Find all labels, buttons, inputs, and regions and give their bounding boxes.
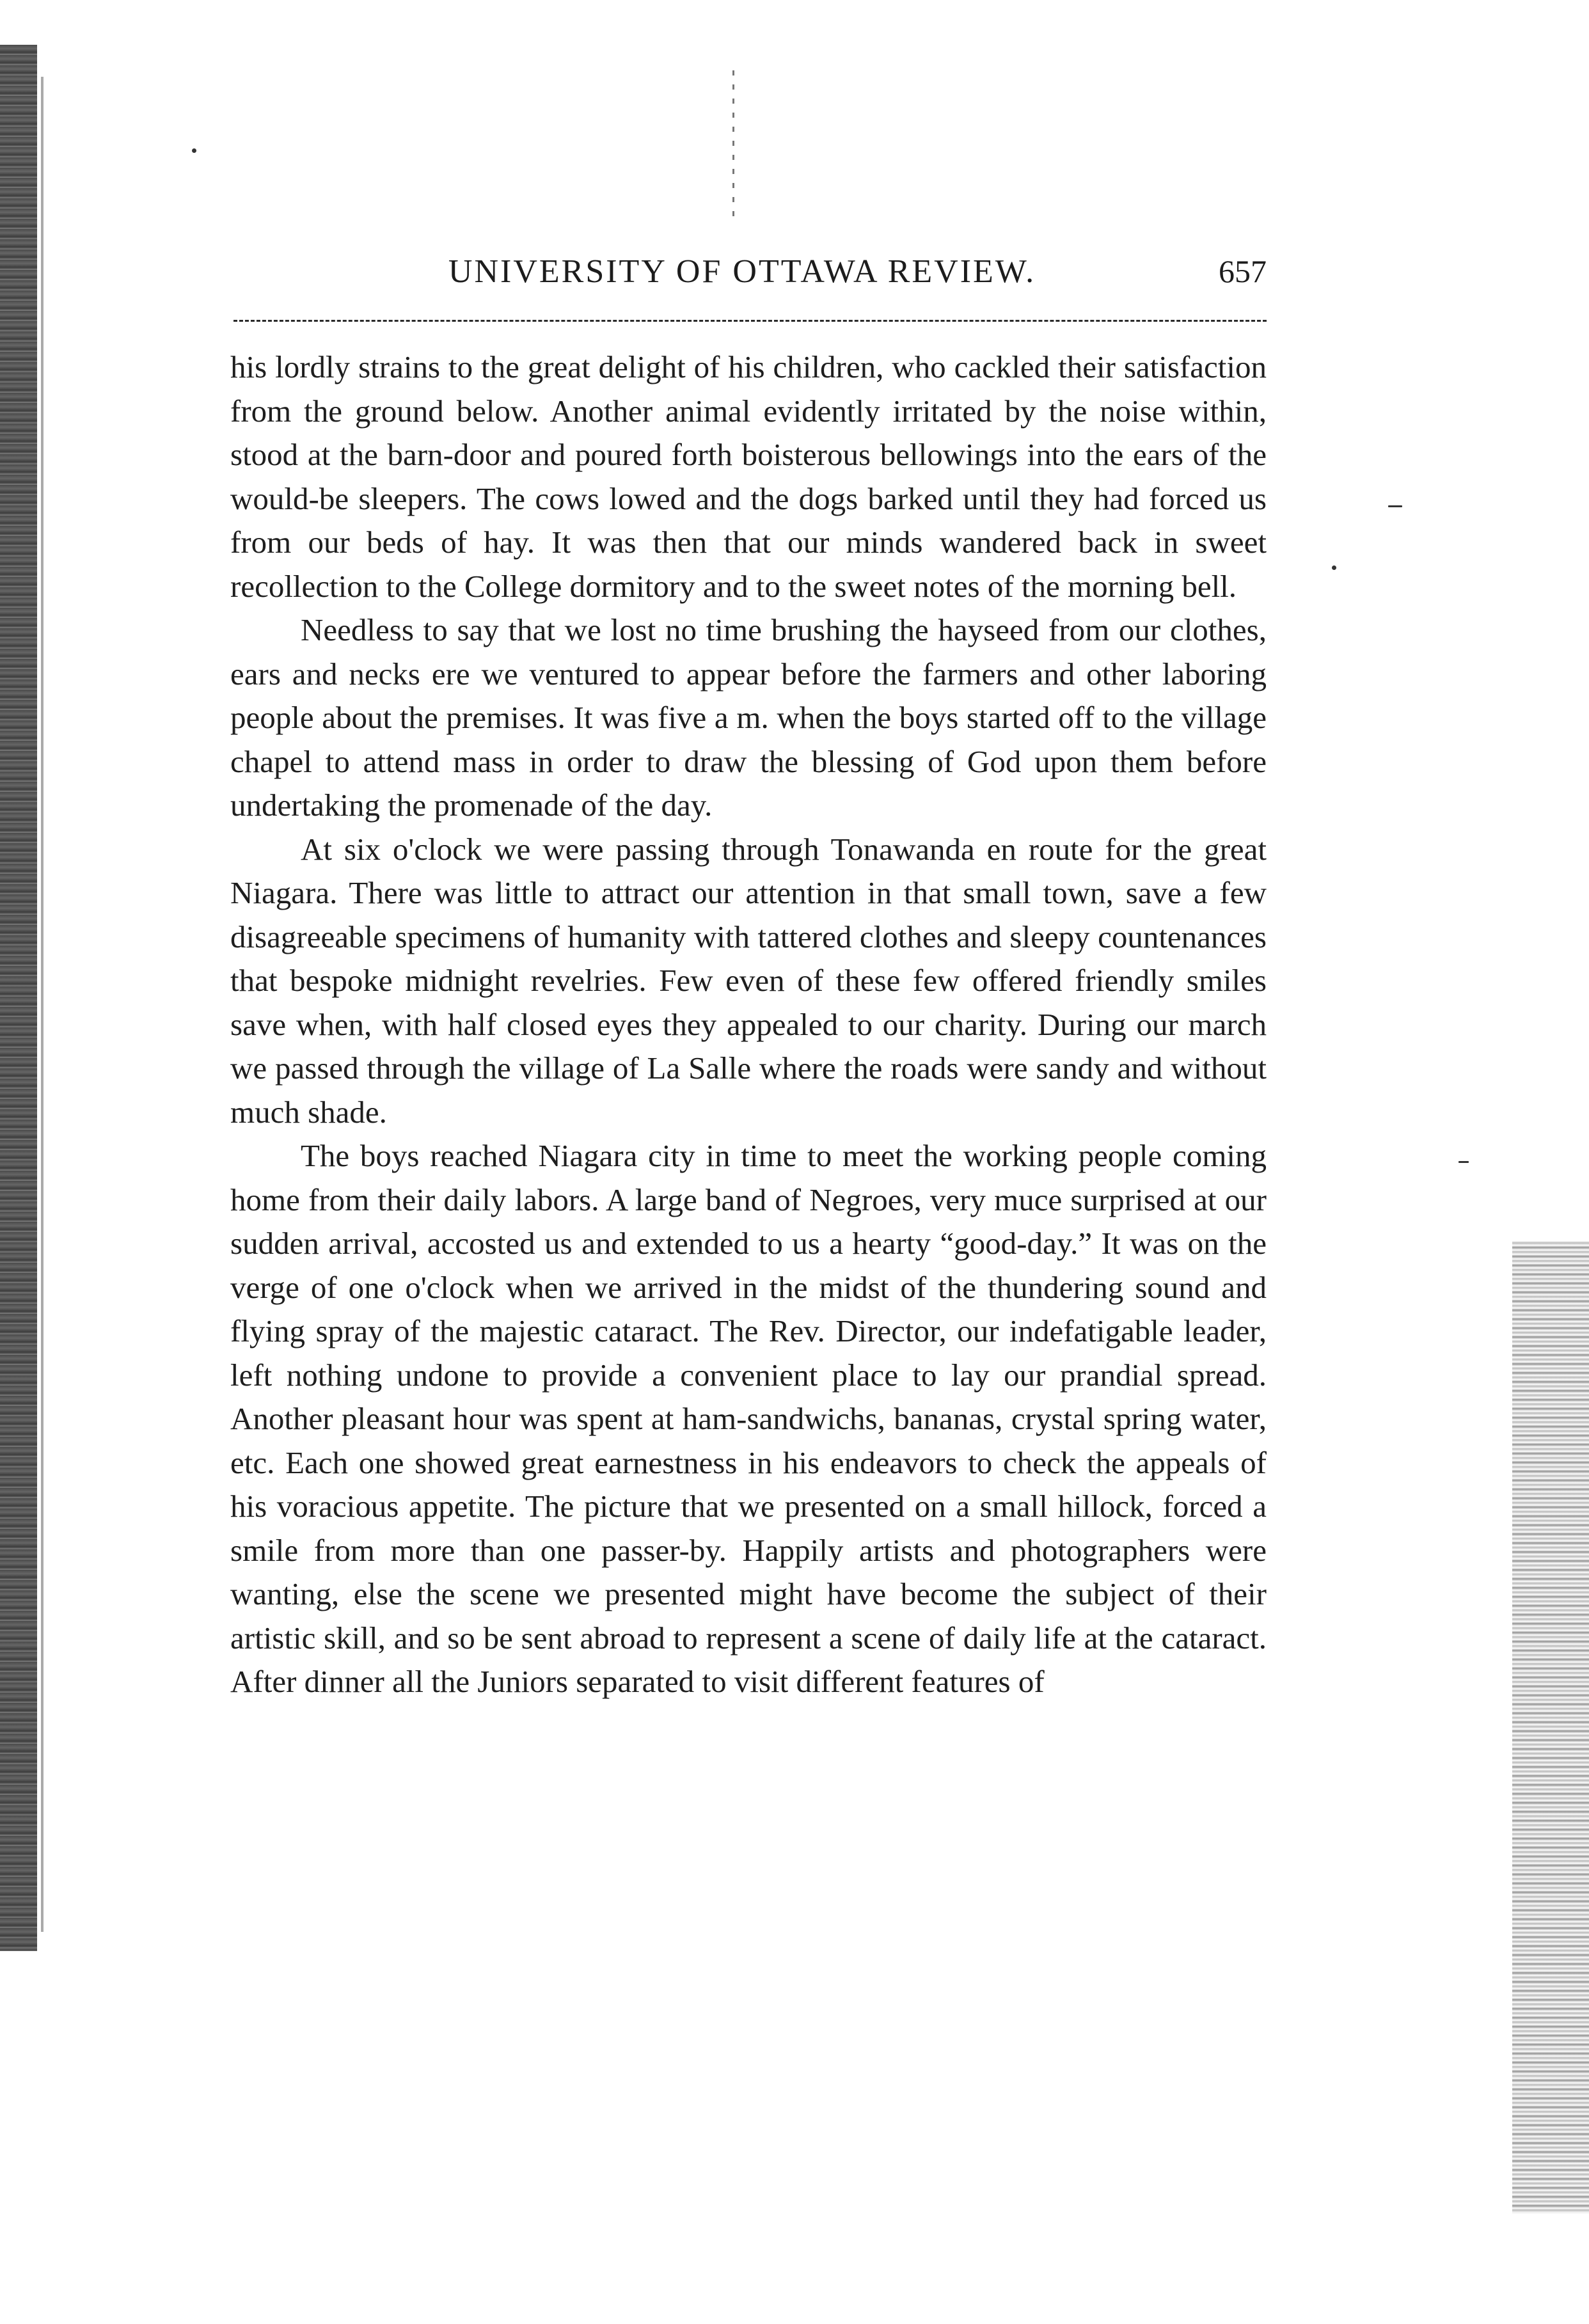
page-number: 657 — [1219, 253, 1267, 289]
paragraph-3: At six o'clock we were passing through Tonawanda en route for the great Niagara. There was little to attract our attention in that small town, save a few disagreeable specimens of humanity with tattered clothes and sleepy countenances that bespoke midnight revelries. Few even of these few offered friendly smiles save when, with half closed eyes they appealed to our charity. During our march we passed through the village of La Salle where the roads were sandy and without much shade. — [230, 831, 1267, 1130]
scan-speck — [192, 148, 196, 153]
scan-binding-shadow — [41, 77, 43, 1932]
article-body — [230, 345, 1267, 1704]
scan-speck — [1459, 1161, 1469, 1163]
paragraph-4: The boys reached Niagara city in time to meet the working people coming home from their daily labors. A large band of Negroes, very muce surprised at our sudden arrival, accosted us and extended to us a hearty “good-day.” It was on the verge of one o'clock when we arrived in the midst of the thundering sound and flying spray of the majestic cataract. The Rev. Director, our indefatigable leader, left nothing undone to provide a convenient place to lay our prandial spread. Another pleasant hour was spent at ham-sandwichs, bananas, crystal spring water, etc. Each one showed great earnestness in his endeavors to check the appeals of his voracious appetite. The picture that we presented on a small hillock, forced a smile from more than one passer-by. Happily artists and photographers were wanting, else the scene we presented might have become the subject of their artistic skill, and so be sent abroad to represent a scene of daily life at the cataract. After dinner all the Juniors separated to visit different features of — [230, 1138, 1267, 1699]
scan-speck — [1332, 565, 1336, 570]
paragraph-1: his lordly strains to the great delight of his children, who cackled their satisfaction from the ground below. Another animal evidently irritated by the noise within, stood at the barn-door and poured forth boisterous bellowings into the ears of the would-be sleepers. The cows lowed and the dogs barked until they had forced us from our beds of hay. It was then that our minds wandered back in sweet recollection to the College dormitory and to the sweet notes of the morning bell. — [230, 349, 1267, 604]
scan-fold-mark — [732, 70, 734, 224]
running-head — [230, 253, 1267, 310]
scan-speck — [1388, 505, 1402, 507]
header-rule — [233, 320, 1267, 322]
journal-title: UNIVERSITY OF OTTAWA REVIEW. — [448, 253, 1036, 290]
scan-binding-edge — [0, 45, 37, 1951]
scan-page-edge — [1512, 1241, 1589, 2213]
paragraph-2: Needless to say that we lost no time brushing the hayseed from our clothes, ears and necks ere we ventured to appear before the farmers and other laboring people about the premises. It was five a m. when the boys started off to the village chapel to attend mass in order to draw the blessing of God upon them before undertaking the promenade of the day. — [230, 612, 1267, 823]
